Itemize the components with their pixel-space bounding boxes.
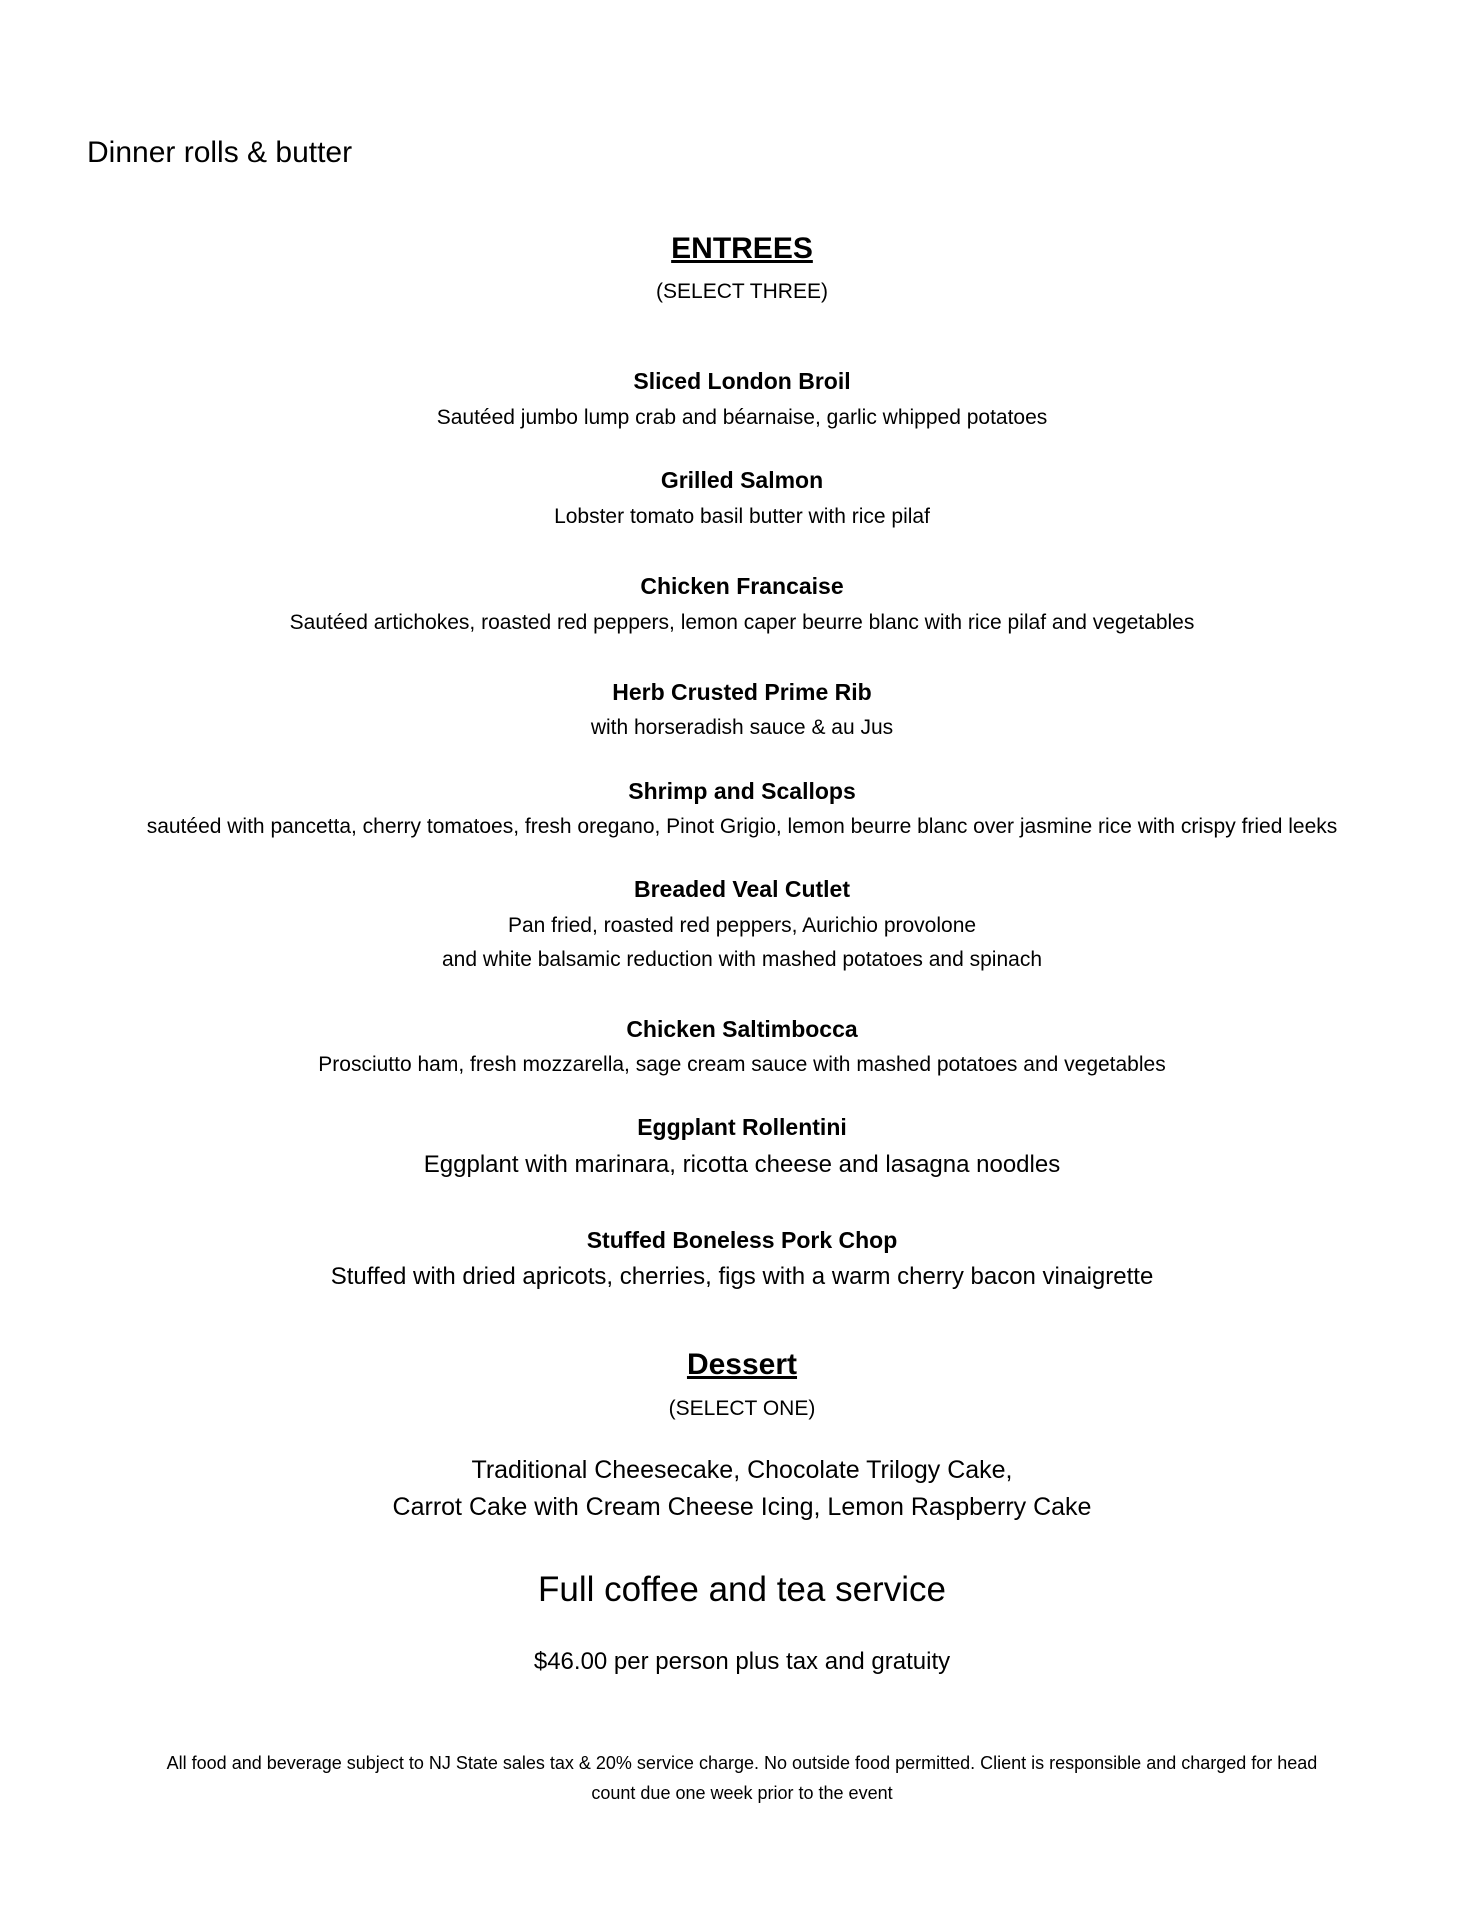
entree-name: Shrimp and Scallops xyxy=(628,778,856,804)
entree-description: Prosciutto ham, fresh mozzarella, sage cream sauce with mashed potatoes and vegetables xyxy=(318,1053,1166,1076)
footer-note: count due one week prior to the event xyxy=(591,1783,893,1803)
entree-description: Eggplant with marinara, ricotta cheese and lasagna noodles xyxy=(423,1151,1061,1178)
footer-note: All food and beverage subject to NJ State sales tax & 20% service charge. No outside food permitted. Client is responsible and charged for head xyxy=(166,1753,1318,1773)
entree-name: Grilled Salmon xyxy=(660,467,824,493)
entree-description: with horseradish sauce & au Jus xyxy=(590,716,894,739)
coffee-tea-service: Full coffee and tea service xyxy=(538,1570,946,1609)
dessert-note: (SELECT ONE) xyxy=(668,1397,816,1420)
dessert-options: Traditional Cheesecake, Chocolate Trilogy Cake, xyxy=(471,1456,1013,1484)
entree-description: Pan fried, roasted red peppers, Aurichio provolone xyxy=(507,914,977,937)
entree-name: Chicken Francaise xyxy=(640,573,844,599)
entree-name: Sliced London Broil xyxy=(633,368,851,394)
entree-name: Stuffed Boneless Pork Chop xyxy=(586,1227,898,1253)
entree-name: Eggplant Rollentini xyxy=(637,1114,847,1140)
entree-description: Lobster tomato basil butter with rice pilaf xyxy=(554,505,930,528)
intro-text: Dinner rolls & butter xyxy=(87,136,353,169)
entree-name: Herb Crusted Prime Rib xyxy=(612,679,872,705)
entree-name: Breaded Veal Cutlet xyxy=(633,876,851,902)
entree-description: Sautéed artichokes, roasted red peppers, lemon caper beurre blanc with rice pilaf and vegetables xyxy=(289,611,1195,634)
entree-name: Chicken Saltimbocca xyxy=(626,1016,858,1042)
dessert-options: Carrot Cake with Cream Cheese Icing, Lemon Raspberry Cake xyxy=(392,1493,1092,1521)
entree-description: sautéed with pancetta, cherry tomatoes, fresh oregano, Pinot Grigio, lemon beurre blanc over jasmine rice with crispy fried leeks xyxy=(146,815,1338,838)
dessert-title: Dessert xyxy=(686,1348,798,1381)
price-per-person: $46.00 per person plus tax and gratuity xyxy=(533,1648,951,1675)
entrees-title: ENTREES xyxy=(671,232,813,265)
entree-description: Stuffed with dried apricots, cherries, figs with a warm cherry bacon vinaigrette xyxy=(330,1263,1154,1290)
entree-description: and white balsamic reduction with mashed potatoes and spinach xyxy=(441,948,1043,971)
entree-description: Sautéed jumbo lump crab and béarnaise, garlic whipped potatoes xyxy=(436,406,1048,429)
entrees-note: (SELECT THREE) xyxy=(656,280,828,303)
